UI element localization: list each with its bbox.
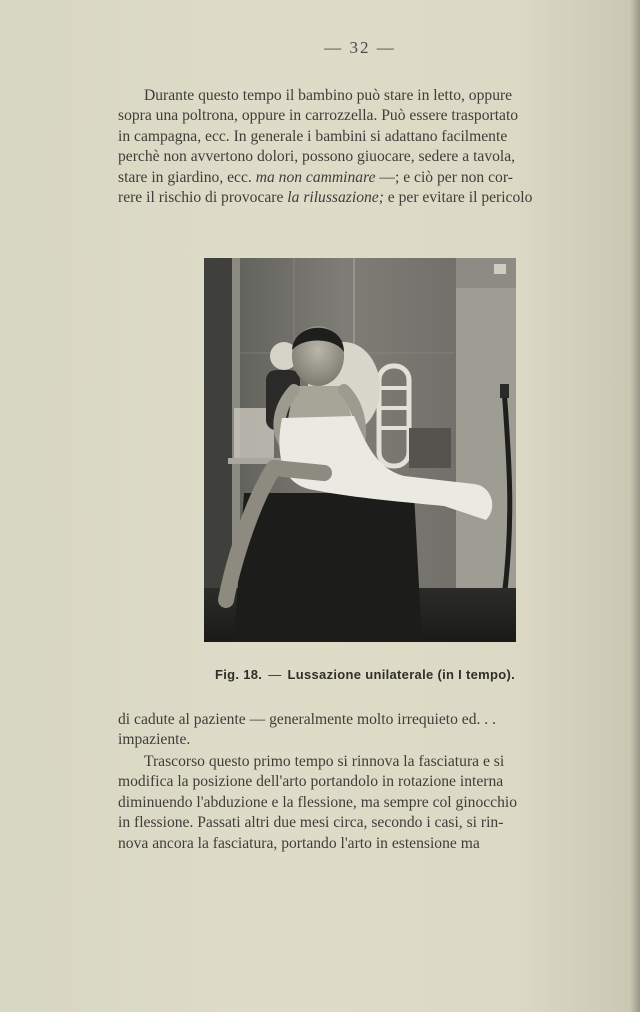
text-line: sopra una poltrona, oppure in carrozzella. Può essere trasportato xyxy=(118,107,519,125)
text-line: impaziente. xyxy=(118,731,191,749)
text-line xyxy=(118,168,610,188)
page-number: — 32 — xyxy=(324,38,396,57)
photograph-child-in-cast xyxy=(204,258,516,642)
text-line: diminuendo l'abduzione e la flessione, ma sempre col ginocchio xyxy=(118,793,518,811)
text-line: perchè non avvertono dolori, possono giuocare, sedere a tavola, xyxy=(118,148,516,166)
figure-photograph xyxy=(204,258,516,642)
text-run: rere il rischio di provocare xyxy=(118,189,288,207)
page-edge-shadow xyxy=(630,0,640,1012)
italic-emphasis: ma non camminare xyxy=(255,168,376,186)
text-line: modifica la posizione dell'arto portandolo in rotazione interna xyxy=(118,773,504,791)
text-line: in campagna, ecc. In generale i bambini si adattano facilmente xyxy=(118,127,508,145)
top-paragraph xyxy=(118,86,610,208)
italic-emphasis: la rilussazione; xyxy=(287,189,384,207)
text-run: —; e ciò per non cor- xyxy=(375,168,513,186)
figure-caption xyxy=(0,667,640,682)
text-run: e per evitare il pericolo xyxy=(383,189,533,207)
caption-dash: — xyxy=(268,667,282,682)
text-line: nova ancora la fasciatura, portando l'arto in estensione ma xyxy=(118,834,480,852)
text-line: Durante questo tempo il bambino può stare in letto, oppure xyxy=(144,87,513,104)
text-line xyxy=(118,188,610,208)
text-line: Trascorso questo primo tempo si rinnova la fasciatura e si xyxy=(144,753,505,770)
text-line: in flessione. Passati altri due mesi circa, secondo i casi, si rin- xyxy=(118,814,504,832)
continuation-paragraph xyxy=(118,710,610,751)
text-line: di cadute al paziente — generalmente molto irrequieto ed. . . xyxy=(118,711,496,728)
caption-figure-number: Fig. 18. xyxy=(214,667,263,682)
caption-text: Lussazione unilaterale (in I tempo). xyxy=(287,667,516,682)
text-run: stare in giardino, ecc. xyxy=(118,168,256,186)
final-paragraph xyxy=(118,752,610,854)
